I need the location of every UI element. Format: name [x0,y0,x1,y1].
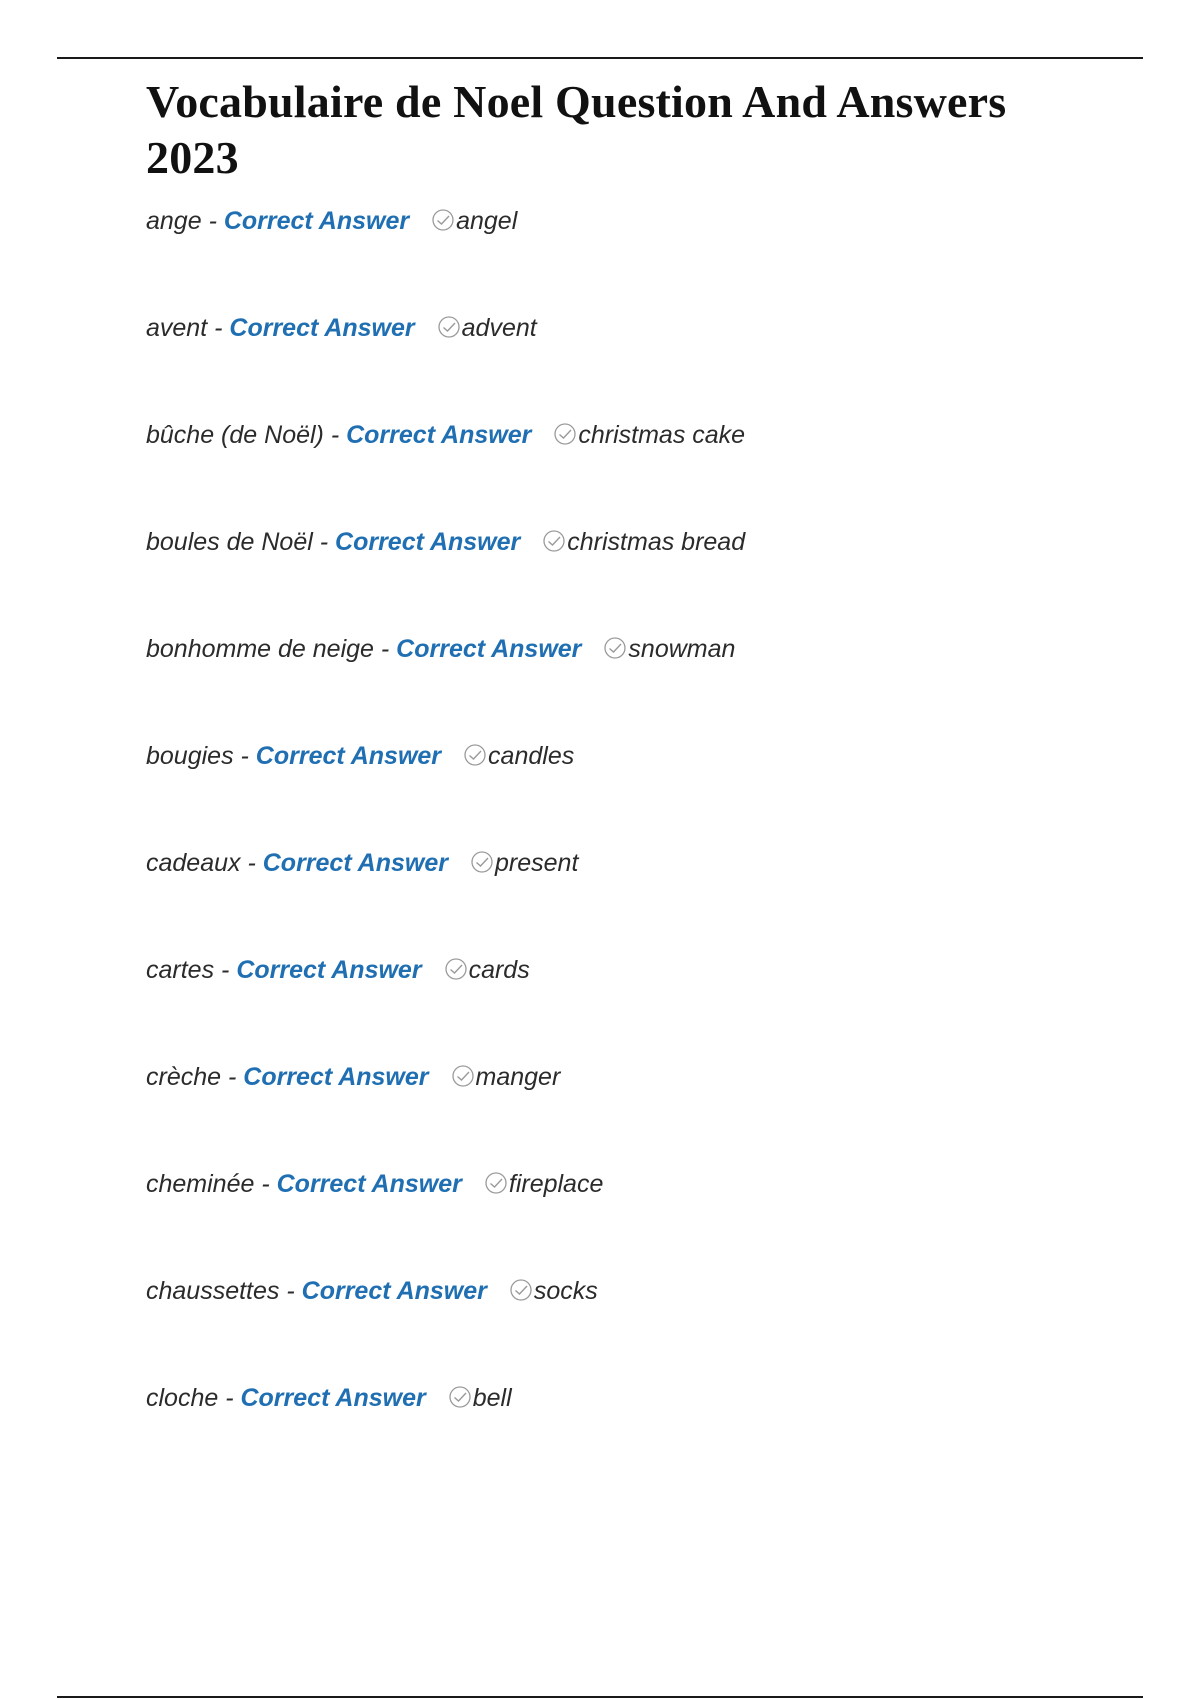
top-rule [57,57,1143,59]
answer: cards [468,956,530,984]
bottom-rule [57,1696,1143,1698]
correct-answer-label: Correct Answer [223,207,410,235]
correct-answer-label: Correct Answer [229,314,415,342]
answer: christmas cake [578,421,746,449]
checkmark-icon [463,743,487,767]
correct-answer-label: Correct Answer [301,1277,487,1305]
separator: - [201,207,224,235]
term: bûche (de Noël) [146,421,324,449]
correct-answer-label: Correct Answer [240,1384,426,1412]
separator: - [279,1277,302,1305]
checkmark-icon [542,529,566,553]
term: cheminée [146,1170,255,1198]
qa-item [146,527,1096,634]
checkmark-icon [437,315,461,339]
answer: candles [488,742,575,770]
correct-answer-label: Correct Answer [346,421,532,449]
separator: - [233,742,256,770]
qa-item [146,1169,1096,1276]
checkmark-icon [509,1278,533,1302]
document-body [146,74,1096,1490]
checkmark-icon [431,208,455,232]
answer: bell [472,1384,512,1412]
answer: snowman [628,635,736,663]
checkmark-icon [553,422,577,446]
term: boules de Noël [146,528,313,556]
correct-answer-label: Correct Answer [276,1170,462,1198]
qa-list [146,206,1096,1490]
checkmark-icon [470,850,494,874]
term: cloche [146,1384,219,1412]
answer: fireplace [508,1170,604,1198]
term: bonhomme de neige [146,635,374,663]
qa-item [146,634,1096,741]
term: crèche [146,1063,222,1091]
correct-answer-label: Correct Answer [243,1063,429,1091]
checkmark-icon [484,1171,508,1195]
separator: - [312,528,336,556]
qa-item [146,206,1096,313]
separator: - [373,635,397,663]
term: ange [146,207,202,235]
correct-answer-label: Correct Answer [262,849,448,877]
document-title: Vocabulaire de Noel Question And Answers 2023 [146,76,1007,183]
qa-item [146,741,1096,848]
term: bougies [146,742,234,770]
qa-item [146,1062,1096,1169]
qa-item [146,1383,1096,1490]
qa-item [146,955,1096,1062]
separator: - [323,421,347,449]
answer: manger [475,1063,561,1091]
answer: angel [456,207,518,235]
separator: - [214,956,237,984]
term: cadeaux [146,849,241,877]
answer: socks [533,1277,598,1305]
checkmark-icon [603,636,627,660]
separator: - [221,1063,244,1091]
term: avent [146,314,208,342]
separator: - [240,849,263,877]
separator: - [218,1384,241,1412]
checkmark-icon [451,1064,475,1088]
answer: advent [461,314,537,342]
qa-item [146,313,1096,420]
qa-item [146,1276,1096,1383]
term: cartes [146,956,215,984]
term: chaussettes [146,1277,280,1305]
separator: - [207,314,230,342]
checkmark-icon [448,1385,472,1409]
checkmark-icon [444,957,468,981]
qa-item [146,420,1096,527]
qa-item [146,848,1096,955]
separator: - [254,1170,277,1198]
answer: present [495,849,579,877]
correct-answer-label: Correct Answer [255,742,442,770]
correct-answer-label: Correct Answer [335,528,521,556]
correct-answer-label: Correct Answer [236,956,422,984]
correct-answer-label: Correct Answer [396,635,582,663]
answer: christmas bread [567,528,746,556]
